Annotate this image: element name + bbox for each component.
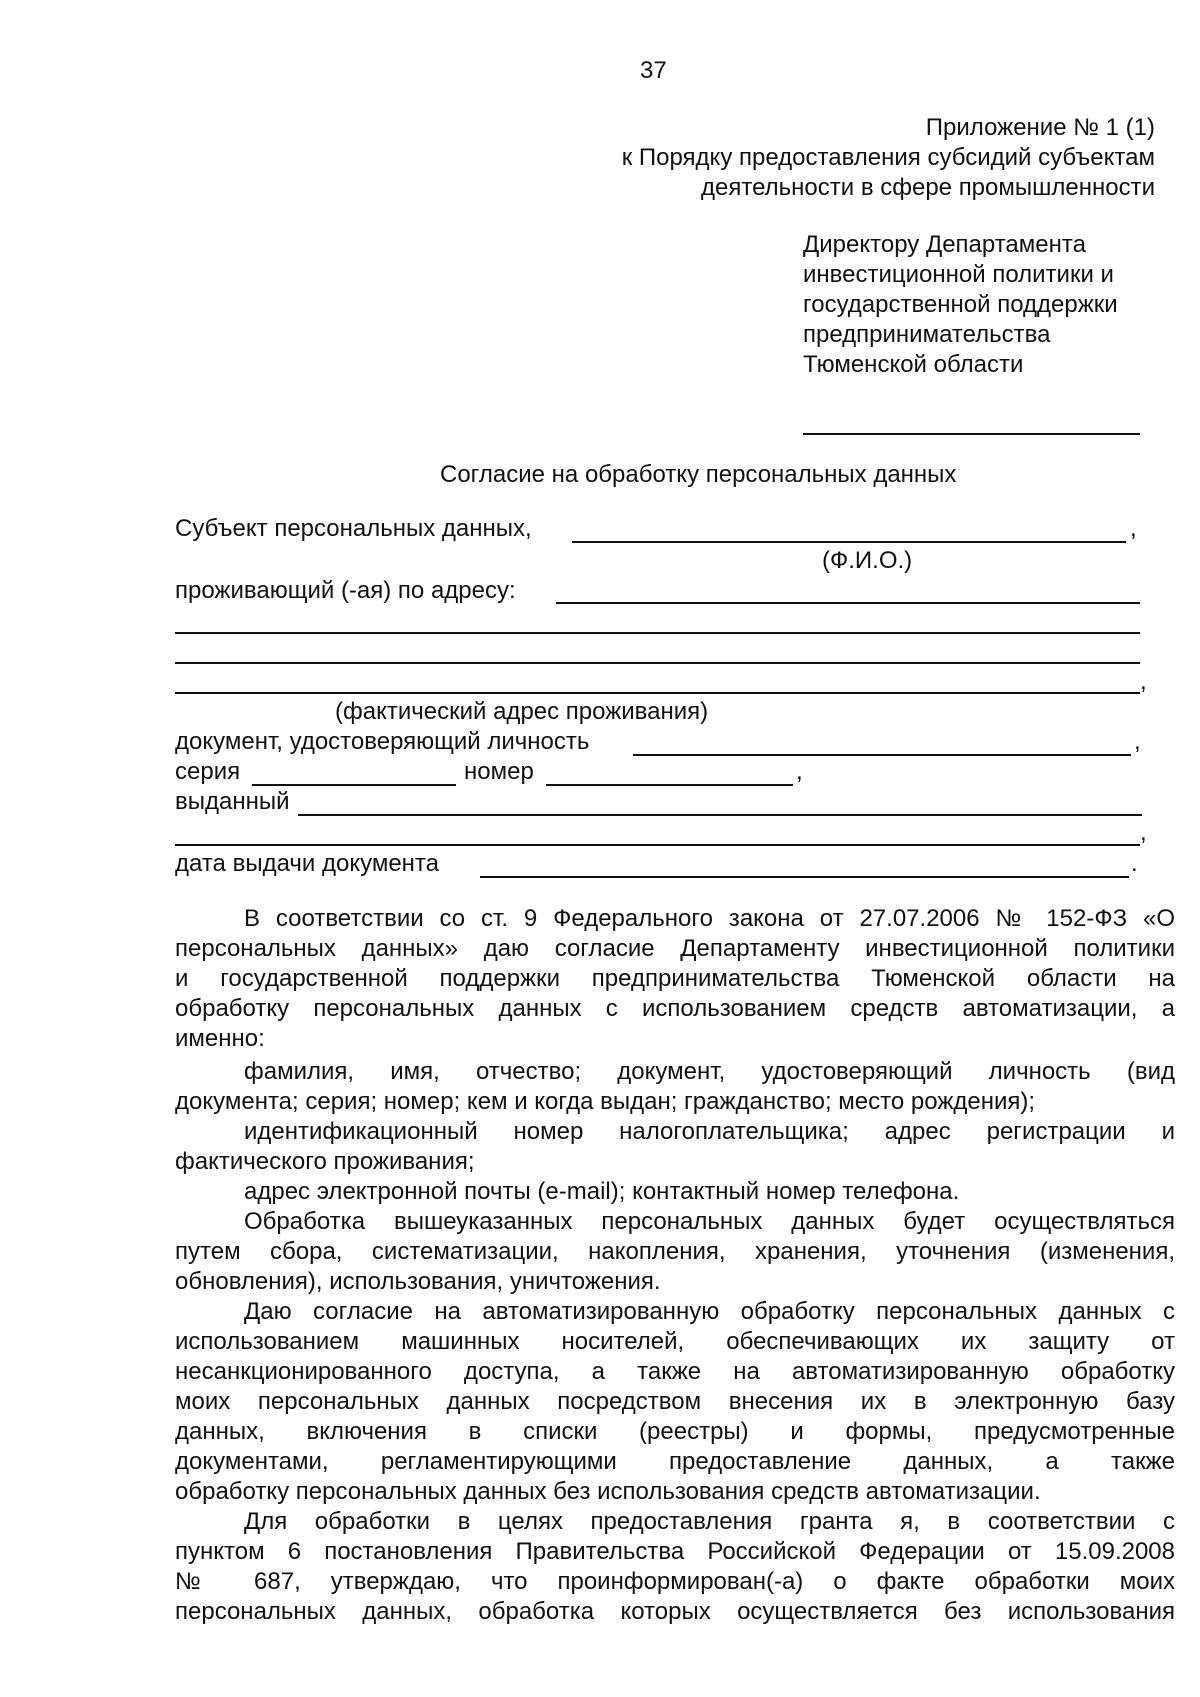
issued-comma: , [1140, 819, 1147, 846]
p7-line-2: пунктом 6 постановления Правительства Российской Федерации от 15.09.2008 [175, 1538, 1175, 1565]
subject-label: Субъект персональных данных, [175, 515, 532, 542]
id-document-label: документ, удостоверяющий личность [175, 728, 590, 755]
address-field-line-2[interactable] [175, 632, 1140, 634]
issued-field-line-1[interactable] [298, 814, 1142, 816]
appendix-line-1: Приложение № 1 (1) [925, 114, 1155, 141]
fio-caption: (Ф.И.О.) [822, 547, 913, 574]
addressee-line-3: государственной поддержки [803, 291, 1118, 318]
addressee-line-1: Директору Департамента [803, 231, 1086, 258]
id-document-field-line[interactable] [633, 754, 1131, 756]
p1-line-2: персональных данных» даю согласие Департаменту инвестиционной политики [175, 935, 1175, 962]
p7-line-4: персональных данных, обработка которых осуществляется без использования [175, 1598, 1175, 1625]
document-title: Согласие на обработку персональных данных [440, 461, 957, 488]
issue-date-label: дата выдачи документа [175, 850, 439, 877]
p5-line-2: путем сбора, систематизации, накопления, хранения, уточнения (изменения, [175, 1238, 1175, 1265]
addressee-line-5: Тюменской области [803, 351, 1024, 378]
number-field-line[interactable] [546, 784, 793, 786]
fio-field-line[interactable] [572, 541, 1126, 543]
issued-field-line-2[interactable] [175, 844, 1140, 846]
series-field-line[interactable] [252, 784, 456, 786]
p2-line-1: фамилия, имя, отчество; документ, удостоверяющий личность (вид [244, 1058, 1175, 1085]
appendix-line-2: к Порядку предоставления субсидий субъектам [621, 144, 1155, 171]
issue-date-field-line[interactable] [480, 876, 1129, 878]
address-field-line-4[interactable] [175, 692, 1140, 694]
p2-line-2: документа; серия; номер; кем и когда выдан; гражданство; место рождения); [175, 1088, 1036, 1115]
address-field-line-1[interactable] [556, 602, 1140, 604]
issued-label: выданный [175, 788, 290, 815]
p1-line-3: и государственной поддержки предпринимательства Тюменской области на [175, 965, 1175, 992]
address-comma: , [1140, 668, 1147, 695]
issue-date-period: . [1131, 850, 1138, 877]
p7-line-3: № 687, утверждаю, что проинформирован(-а) о факте обработки моих [175, 1568, 1175, 1595]
p6-line-5: данных, включения в списки (реестры) и формы, предусмотренные [175, 1418, 1175, 1445]
p1-line-4: обработку персональных данных с использованием средств автоматизации, а [175, 995, 1175, 1022]
p6-line-7: обработку персональных данных без использования средств автоматизации. [175, 1478, 1041, 1505]
address-caption: (фактический адрес проживания) [335, 698, 709, 725]
addressee-line-4: предпринимательства [803, 321, 1051, 348]
p3-line-1: идентификационный номер налогоплательщика; адрес регистрации и [244, 1118, 1175, 1145]
p6-line-6: документами, регламентирующими предоставление данных, а также [175, 1448, 1175, 1475]
appendix-line-3: деятельности в сфере промышленности [701, 174, 1155, 201]
p5-line-1: Обработка вышеуказанных персональных данных будет осуществляться [244, 1208, 1175, 1235]
number-comma: , [796, 758, 803, 785]
p6-line-3: несанкционированного доступа, а также на автоматизированную обработку [175, 1358, 1175, 1385]
page-number: 37 [640, 57, 667, 84]
fio-comma: , [1130, 515, 1137, 542]
p1-line-1: В соответствии со ст. 9 Федерального закона от 27.07.2006 № 152-ФЗ «О [244, 905, 1175, 932]
p3-line-2: фактического проживания; [175, 1148, 475, 1175]
addressee-signature-line[interactable] [803, 433, 1140, 435]
series-label: серия [175, 758, 241, 785]
p5-line-3: обновления), использования, уничтожения. [175, 1268, 661, 1295]
number-label: номер [464, 758, 534, 785]
address-field-line-3[interactable] [175, 662, 1140, 664]
id-document-comma: , [1134, 728, 1141, 755]
p6-line-1: Даю согласие на автоматизированную обработку персональных данных с [244, 1298, 1175, 1325]
p6-line-4: моих персональных данных посредством внесения их в электронную базу [175, 1388, 1175, 1415]
addressee-line-2: инвестиционной политики и [803, 261, 1114, 288]
p6-line-2: использованием машинных носителей, обеспечивающих их защиту от [175, 1328, 1175, 1355]
p1-line-5: именно: [175, 1025, 265, 1052]
residing-label: проживающий (-ая) по адресу: [175, 577, 516, 604]
p7-line-1: Для обработки в целях предоставления гранта я, в соответствии с [244, 1508, 1175, 1535]
p4-line-1: адрес электронной почты (e-mail); контактный номер телефона. [244, 1178, 960, 1205]
